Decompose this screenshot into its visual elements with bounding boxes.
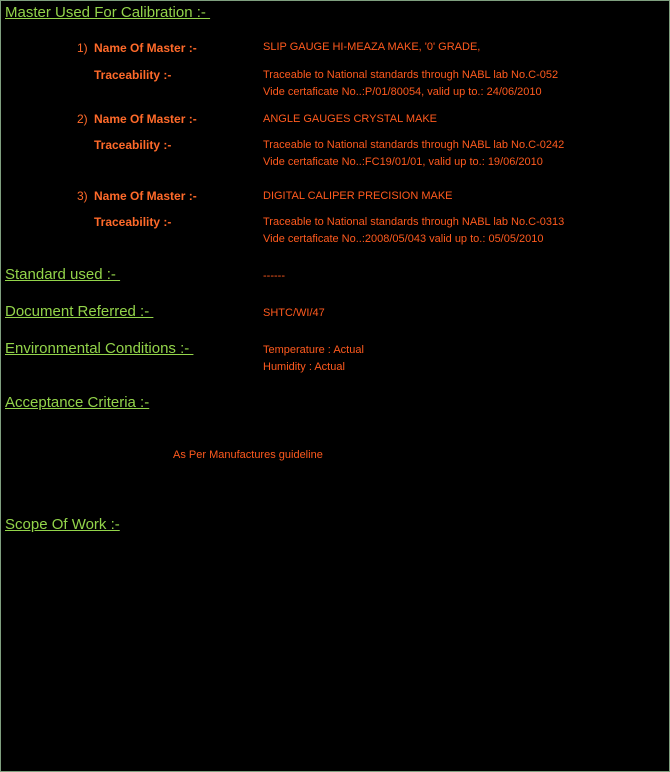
traceability-line-1: Traceable to National standards through NABL lab No.C-052 [263, 69, 559, 81]
traceability-line-1: Traceable to National standards through NABL lab No.C-0313 [263, 216, 565, 228]
master-item-number: 2) [77, 112, 88, 126]
traceability-line-1: Traceable to National standards through NABL lab No.C-0242 [263, 139, 565, 151]
master-heading: Master Used For Calibration :- [5, 4, 211, 21]
master-item-number: 3) [77, 189, 88, 203]
standard-used-value: ------ [263, 270, 285, 282]
name-of-master-label: Name Of Master :- [94, 112, 197, 126]
master-item-number: 1) [77, 41, 88, 55]
name-of-master-label: Name Of Master :- [94, 189, 197, 203]
traceability-line-2: Vide certaficate No..:2008/05/043 valid up to.: 05/05/2010 [263, 233, 544, 245]
traceability-label: Traceability :- [94, 138, 172, 152]
traceability-label: Traceability :- [94, 68, 172, 82]
traceability-line-2: Vide certaficate No..:P/01/80054, valid up to.: 24/06/2010 [263, 86, 542, 98]
traceability-label: Traceability :- [94, 215, 172, 229]
humidity-value: Humidity : Actual [263, 361, 345, 373]
scope-of-work-heading: Scope Of Work :- [5, 516, 120, 533]
environmental-conditions-heading: Environmental Conditions :- [5, 340, 194, 357]
acceptance-criteria-heading: Acceptance Criteria :- [5, 394, 150, 411]
master-name-value: DIGITAL CALIPER PRECISION MAKE [263, 190, 453, 202]
standard-used-heading: Standard used :- [5, 266, 121, 283]
master-name-value: ANGLE GAUGES CRYSTAL MAKE [263, 113, 438, 125]
traceability-line-2: Vide certaficate No..:FC19/01/01, valid up to.: 19/06/2010 [263, 156, 543, 168]
document-referred-value: SHTC/WI/47 [263, 307, 325, 319]
name-of-master-label: Name Of Master :- [94, 41, 197, 55]
master-name-value: SLIP GAUGE HI-MEAZA MAKE, '0' GRADE, [263, 41, 481, 53]
document-referred-heading: Document Referred :- [5, 303, 154, 320]
temperature-value: Temperature : Actual [263, 344, 364, 356]
acceptance-criteria-value: As Per Manufactures guideline [173, 449, 323, 461]
